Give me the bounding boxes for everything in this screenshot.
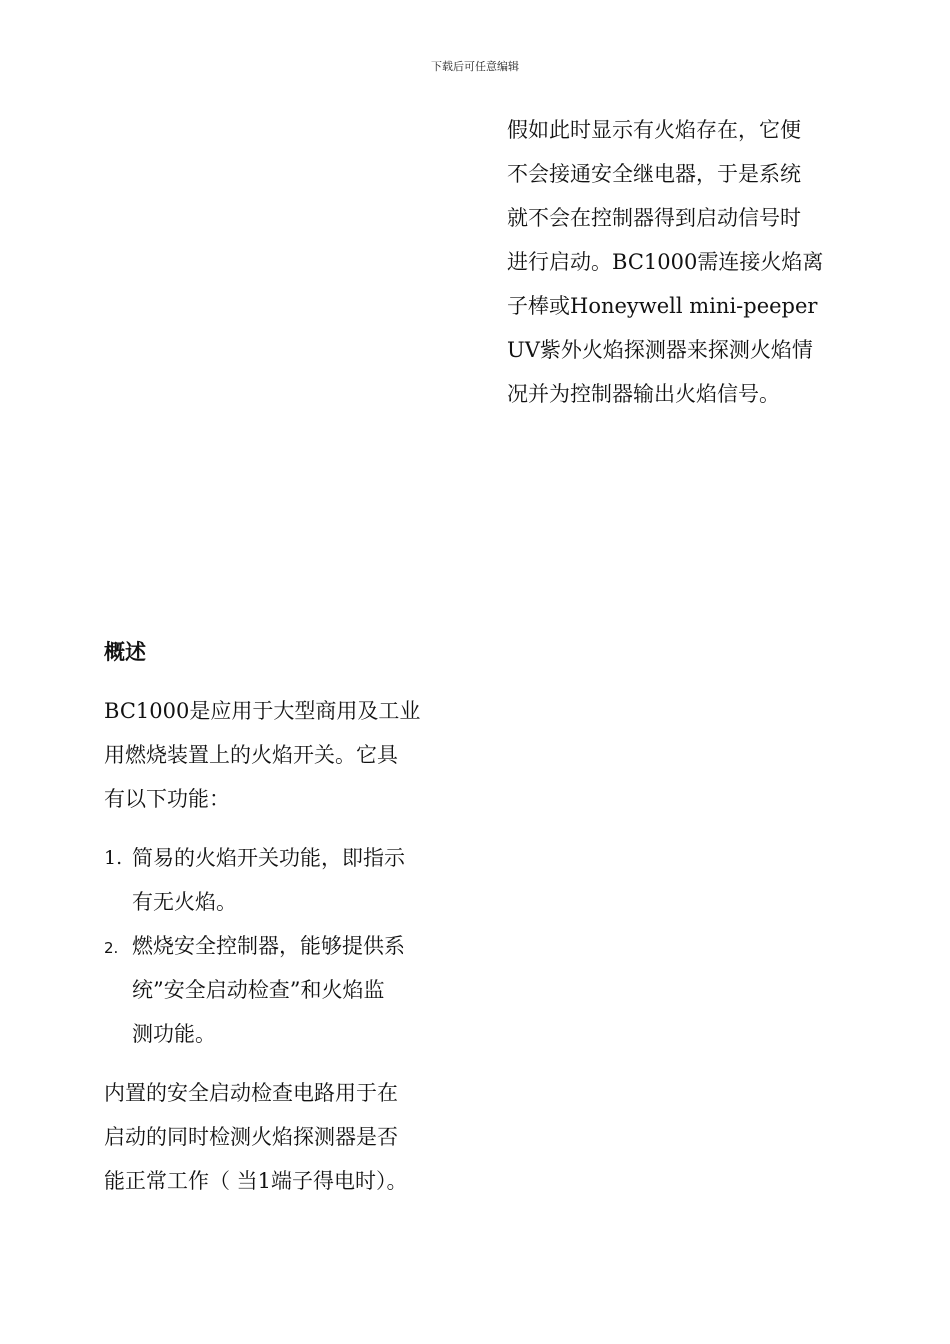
text-line: 假如此时显示有火焰存在，它便: [507, 118, 801, 142]
text-line: 有以下功能：: [104, 787, 230, 811]
list-number: 1.: [104, 847, 123, 869]
closing-paragraph: [104, 1071, 454, 1203]
text-line: BC1000是应用于大型商用及工业: [104, 699, 421, 723]
feature-list: [104, 836, 454, 1056]
text-line: 就不会在控制器得到启动信号时: [507, 206, 801, 230]
text-line: 能正常工作（ 当1端子得电时）。: [104, 1169, 408, 1193]
text-line: 测功能。: [132, 1022, 216, 1046]
text-line: 进行启动。BC1000需连接火焰离: [507, 250, 824, 274]
text-line: 不会接通安全继电器，于是系统: [507, 162, 801, 186]
overview-section: [104, 630, 454, 1218]
intro-paragraph: [104, 689, 454, 821]
text-line: 有无火焰。: [132, 890, 237, 914]
text-line: 子棒或Honeywell mini-peeper: [507, 294, 818, 318]
list-number: 2.: [104, 939, 119, 957]
text-line: 简易的火焰开关功能，即指示: [132, 846, 405, 870]
list-item: [104, 924, 454, 1056]
section-title: 概述: [104, 640, 146, 664]
text-line: 用燃烧装置上的火焰开关。它具: [104, 743, 398, 767]
text-line: 启动的同时检测火焰探测器是否: [104, 1125, 398, 1149]
page-header: 下载后可任意编辑: [431, 60, 519, 73]
text-line: 况并为控制器输出火焰信号。: [507, 382, 780, 406]
text-line: UV紫外火焰探测器来探测火焰情: [507, 338, 813, 362]
text-line: 燃烧安全控制器，能够提供系: [132, 934, 405, 958]
text-line: 内置的安全启动检查电路用于在: [104, 1081, 398, 1105]
list-item: [104, 836, 454, 924]
right-column-paragraph: [507, 108, 847, 416]
text-line: 统”安全启动检查”和火焰监: [132, 978, 385, 1002]
